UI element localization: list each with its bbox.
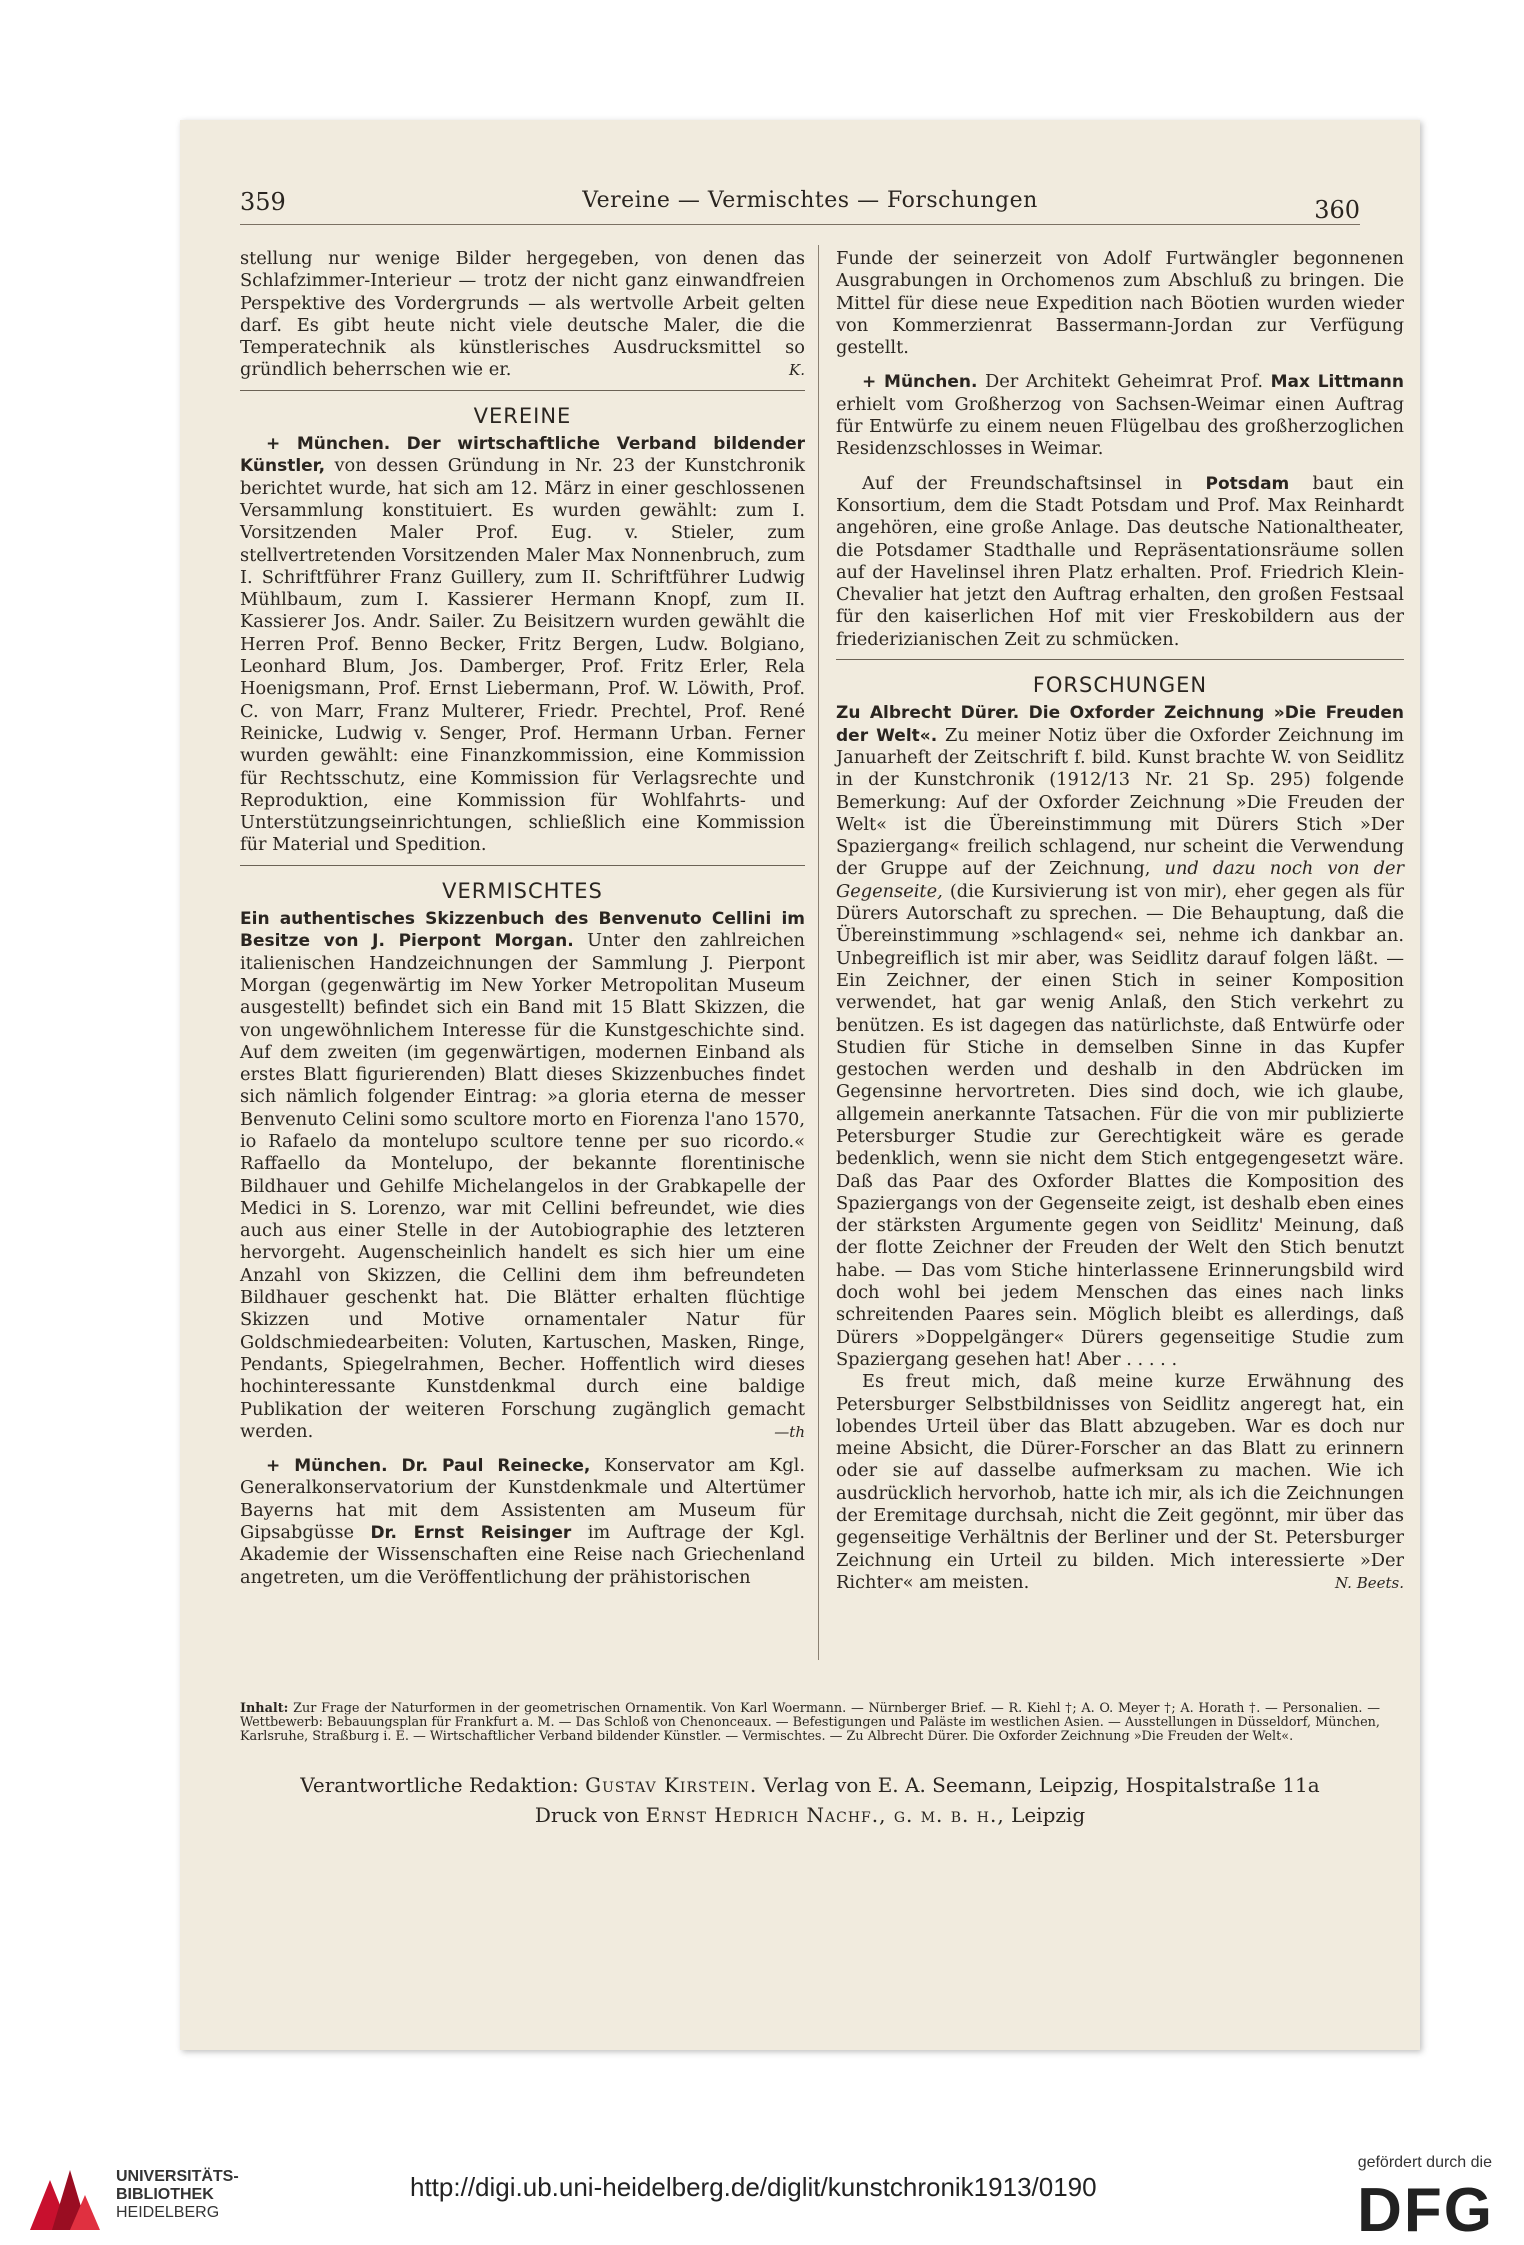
imprint-line-2: Druck von Ernst Hedrich Nachf., g. m. b. h., Leipzig — [534, 1803, 1086, 1827]
funded-by-label: gefördert durch die — [1357, 2154, 1492, 2171]
viewer-footer — [0, 2140, 1524, 2243]
imprint — [240, 1770, 1380, 1830]
heading-vereine: VEREINE — [473, 403, 572, 428]
page-number-right: 360 — [1314, 196, 1360, 224]
section-rule — [240, 390, 805, 391]
heading-forschungen: FORSCHUNGEN — [1032, 673, 1208, 698]
orchomenos-paragraph: Funde der seinerzeit von Adolf Furtwängler begonnenen Ausgrabungen in Orchomenos zum Abschluß zu bringen. Die Mittel für diese neue Expedition nach Böotien wurden wieder von Kommerzienrat Bassermann-Jordan zur Verfügung gestellt. — [836, 248, 1404, 359]
dfg-logo: DFG — [1357, 2176, 1494, 2245]
header-rule — [240, 224, 1360, 225]
contents-text: Zur Frage der Naturformen in der geometrischen Ornamentik. Von Karl Woermann. — Nürnberger Brief. — R. Kiehl †; A. O. Meyer †; A. Horath †. — Personalien. — Wettbewerb: Bebauungsplan für Frankfurt a. M. — Das Schloß von Chenonceaux. — Befestigungen und Paläste im westlichen Asien. — Ausstellungen in Düsseldorf, München, Karlsruhe, Straßburg i. E. — Wirtschaftlicher Verband bildender Künstler. — Vermischtes. — Zu Albrecht Dürer. Die Oxforder Zeichnung »Die Freuden der Welt«. — [240, 1701, 1380, 1744]
duerer-title: Zu Albrecht Dürer. Die Oxforder Zeichnung »Die Freuden der Welt«. — [836, 703, 1404, 746]
left-column — [240, 248, 805, 1589]
library-name: UNIVERSITÄTS- BIBLIOTHEK HEIDELBERG — [116, 2168, 239, 2221]
reinecke-paragraph: + München. Dr. Paul Reinecke, Konservator am Kgl. Generalkonservatorium der Kunstdenkmale und Altertümer Bayerns hat mit dem Assistenten am Museum für Gipsabgüsse Dr. Ernst Reisinger im Auftrage der Kgl. Akademie der Wissenschaften eine Reise nach Griechenland angetreten, um die Veröffentlichung der prähistorischen — [240, 1455, 805, 1588]
section-rule — [240, 865, 805, 866]
cellini-title: Ein authentisches Skizzenbuch des Benvenuto Cellini im Besitze von J. Pierpont Morgan. — [240, 909, 805, 952]
duerer-paragraph: Zu Albrecht Dürer. Die Oxforder Zeichnung »Die Freuden der Welt«. Zu meiner Notiz über die Oxforder Zeichnung im Januarheft der Zeitschrift f. bild. Kunst brachte W. von Seidlitz in der Kunstchronik (1912/13 Nr. 21 Sp. 295) folgende Bemerkung: Auf der Oxforder Zeichnung »Die Freuden der Welt« ist die Übereinstimmung mit Dürers Stich »Der Spaziergang« freilich schlagend, nur scheint die Verwendung der Gruppe auf der Zeichnung, und dazu noch von der Gegenseite, (die Kursivierung ist von mir), eher gegen als für Dürers Autorschaft zu sprechen. — Die Behauptung, daß die Übereinstimmung »schlagend« sei, nehme ich dankbar an. Unbegreiflich ist mir aber, was Seidlitz darauf folgen läßt. — Ein Zeichner, der einen Stich in seiner Komposition verwendet, hat gar wenig Anlaß, den Stich verkehrt zu benützen. Es ist dagegen das natürlichste, daß Entwürfe oder Studien für Stiche in demselben Sinne in das Kupfer gestochen werden und deshalb in den Abdrücken im Gegensinne hervortreten. Dies sind doch, wie ich glaube, allgemein anerkannte Tatsachen. Für die von mir publizierte Petersburger Studie zur Gerechtigkeit wäre es gerade bedenklich, wenn sie nicht dem Stich entgegengesetzt wäre. Daß das Paar des Oxforder Blattes die Komposition des Spaziergangs von der Gegenseite zeigt, ist deshalb eben eines der stärksten Argumente gegen von Seidlitz' Meinung, daß der flotte Zeichner der Freuden der Welt den Stich benutzt habe. — Das vom Stiche hinterlassene Erinnerungsbild wird doch wohl bei jedem Menschen das eines nach links schreitenden Paares sein. Möglich bleibt es allerdings, daß Dürers »Doppelgänger« Dürers gegenseitige Studie zum Spaziergang gesehen hat! Aber . . . . . — [836, 703, 1405, 1370]
signature-th: —th — [774, 1422, 805, 1441]
contents-label: Inhalt: — [240, 1701, 289, 1716]
duerer-paragraph-2: Es freut mich, daß meine kurze Erwähnung des Petersburger Selbstbildnisses von Seidlitz angeregt hat, ein lobendes Urteil über das Blatt abzugeben. War es doch nur meine Absicht, die Dürer-Forscher an das Blatt zu erinnern oder sie auf dasselbe aufmerksam zu machen. Wie ich ausdrücklich hervorhob, hatte ich mir, als ich die Zeichnungen der Eremitage durchsah, nicht die Zeit gegönnt, mir über das gegenseitige Verhältnis der Berliner und der St. Petersburger Zeichnung ein Urteil zu bilden. Mich interessierte »Der Richter« am meisten. N. Beets. — [836, 1371, 1404, 1593]
running-title: Vereine — Vermischtes — Forschungen — [582, 188, 1038, 213]
imprint-line-1: Verantwortliche Redaktion: Gustav Kirstein. Verlag von E. A. Seemann, Leipzig, Hospitalstraße 11a — [300, 1773, 1320, 1797]
page-number-left: 359 — [240, 188, 286, 216]
scanned-page — [180, 120, 1420, 2050]
right-column — [836, 248, 1404, 1594]
vereine-paragraph: + München. Der wirtschaftliche Verband bildender Künstler, von dessen Gründung in Nr. 23 der Kunstchronik berichtet wurde, hat sich am 12. März in einer geschlossenen Versammlung konstituiert. Es wurden gewählt: zum I. Vorsitzenden Maler Prof. Eug. v. Stieler, zum stellvertretenden Vorsitzenden Maler Max Nonnenbruch, zum I. Schriftführer Franz Guillery, zum II. Schriftführer Ludwig Mühlbaum, zum I. Kassierer Hermann Knopf, zum II. Kassierer Jos. Andr. Sailer. Zu Beisitzern wurden gewählt die Herren Prof. Benno Becker, Fritz Bergen, Ludw. Bolgiano, Leonhard Blum, Jos. Damberger, Prof. Fritz Erler, Rela Hoenigsmann, Prof. Ernst Liebermann, Prof. W. Löwith, Prof. C. von Marr, Franz Multerer, Friedr. Prechtel, Prof. René Reinicke, Ludwig v. Senger, Prof. Hermann Urban. Ferner wurden gewählt: eine Finanzkommission, eine Kommission für Rechtsschutz, eine Kommission für Verlagsrechte und Reproduktion, eine Kommission für Wohlfahrts- und Unterstützungseinrichtungen, schließlich eine Kommission für Material und Spedition. — [240, 434, 805, 856]
signature-k: K. — [789, 361, 805, 380]
permalink-url[interactable]: http://digi.ub.uni-heidelberg.de/diglit/kunstchronik1913/0190 — [410, 2172, 1097, 2202]
running-head — [240, 188, 1420, 228]
cellini-paragraph: Ein authentisches Skizzenbuch des Benvenuto Cellini im Besitze von J. Pierpont Morgan. Unter den zahlreichen italienischen Handzeichnungen der Sammlung J. Pierpont Morgan (gegenwärtig im New Yorker Metropolitan Museum ausgestellt) befindet sich ein Band mit 15 Blatt Skizzen, die von ungewöhnlichem Interesse für die Kunstgeschichte sind. Auf dem zweiten (im gegenwärtigen, modernen Einband als erstes Blatt figurierenden) Blatt dieses Skizzenbuches findet sich nämlich folgender Eintrag: »a gloria eterna de messer Benvenuto Celini somo scultore morto en Fiorenza l'ano 1570, io Rafaelo da montelupo scultore tenne per suo ricordo.« Raffaello da Montelupo, der bekannte florentinische Bildhauer und Gehilfe Michelangelos in der Grabkapelle der Medici in S. Lorenzo, war mit Cellini befreundet, wie dies auch aus einer Stelle in der Autobiographie des letzteren hervorgeht. Augenscheinlich handelt es sich hier um eine Anzahl von Skizzen, die Cellini dem ihm befreundeten Bildhauer geschenkt hat. Die Blätter erhalten flüchtige Skizzen und Motive ornamentaler Natur für Goldschmiedearbeiten: Voluten, Kartuschen, Masken, Ringe, Pendants, Spiegelrahmen, Becher. Hoffentlich wird dieses hochinteressante Kunstdenkmal durch eine baldige Publikation der weiteren Forschung zugänglich gemacht werden. —th — [240, 909, 806, 1442]
intro-paragraph: stellung nur wenige Bilder hergegeben, von denen das Schlafzimmer-Interieur — trotz der nicht ganz einwandfreien Perspektive des Vordergrunds — als wertvolle Arbeit gelten darf. Es gibt heute nicht viele deutsche Maler, die die Temperatechnik als künstlerisches Ausdrucksmittel so gründlich beherrschen wie er. K. — [240, 248, 805, 381]
table-of-contents — [240, 1702, 1380, 1744]
potsdam-paragraph: Auf der Freundschaftsinsel in Potsdam baut ein Konsortium, dem die Stadt Potsdam und Prof. Max Reinhardt angehören, eine große Anlage. Das deutsche Nationaltheater, die Potsdamer Stadthalle und Repräsentationsräume sollen auf der Havelinsel ihren Platz erhalten. Prof. Friedrich Klein-Chevalier hat jetzt den Auftrag erhalten, den großen Festsaal für den kaiserlichen Hof mit vier Freskobildern aus der friederizianischen Zeit zu schmücken. — [836, 472, 1405, 650]
column-divider — [818, 245, 819, 1660]
heading-vermischtes: VERMISCHTES — [442, 878, 603, 903]
section-rule — [836, 659, 1404, 660]
university-logo-icon — [30, 2170, 100, 2230]
littmann-paragraph: + München. Der Architekt Geheimrat Prof. Max Littmann erhielt vom Großherzog von Sachsen-Weimar einen Auftrag für Entwürfe zu einem neuen Flügelbau des großherzoglichen Residenzschlosses in Weimar. — [836, 371, 1404, 460]
signature-beets: N. Beets. — [1335, 1573, 1404, 1592]
